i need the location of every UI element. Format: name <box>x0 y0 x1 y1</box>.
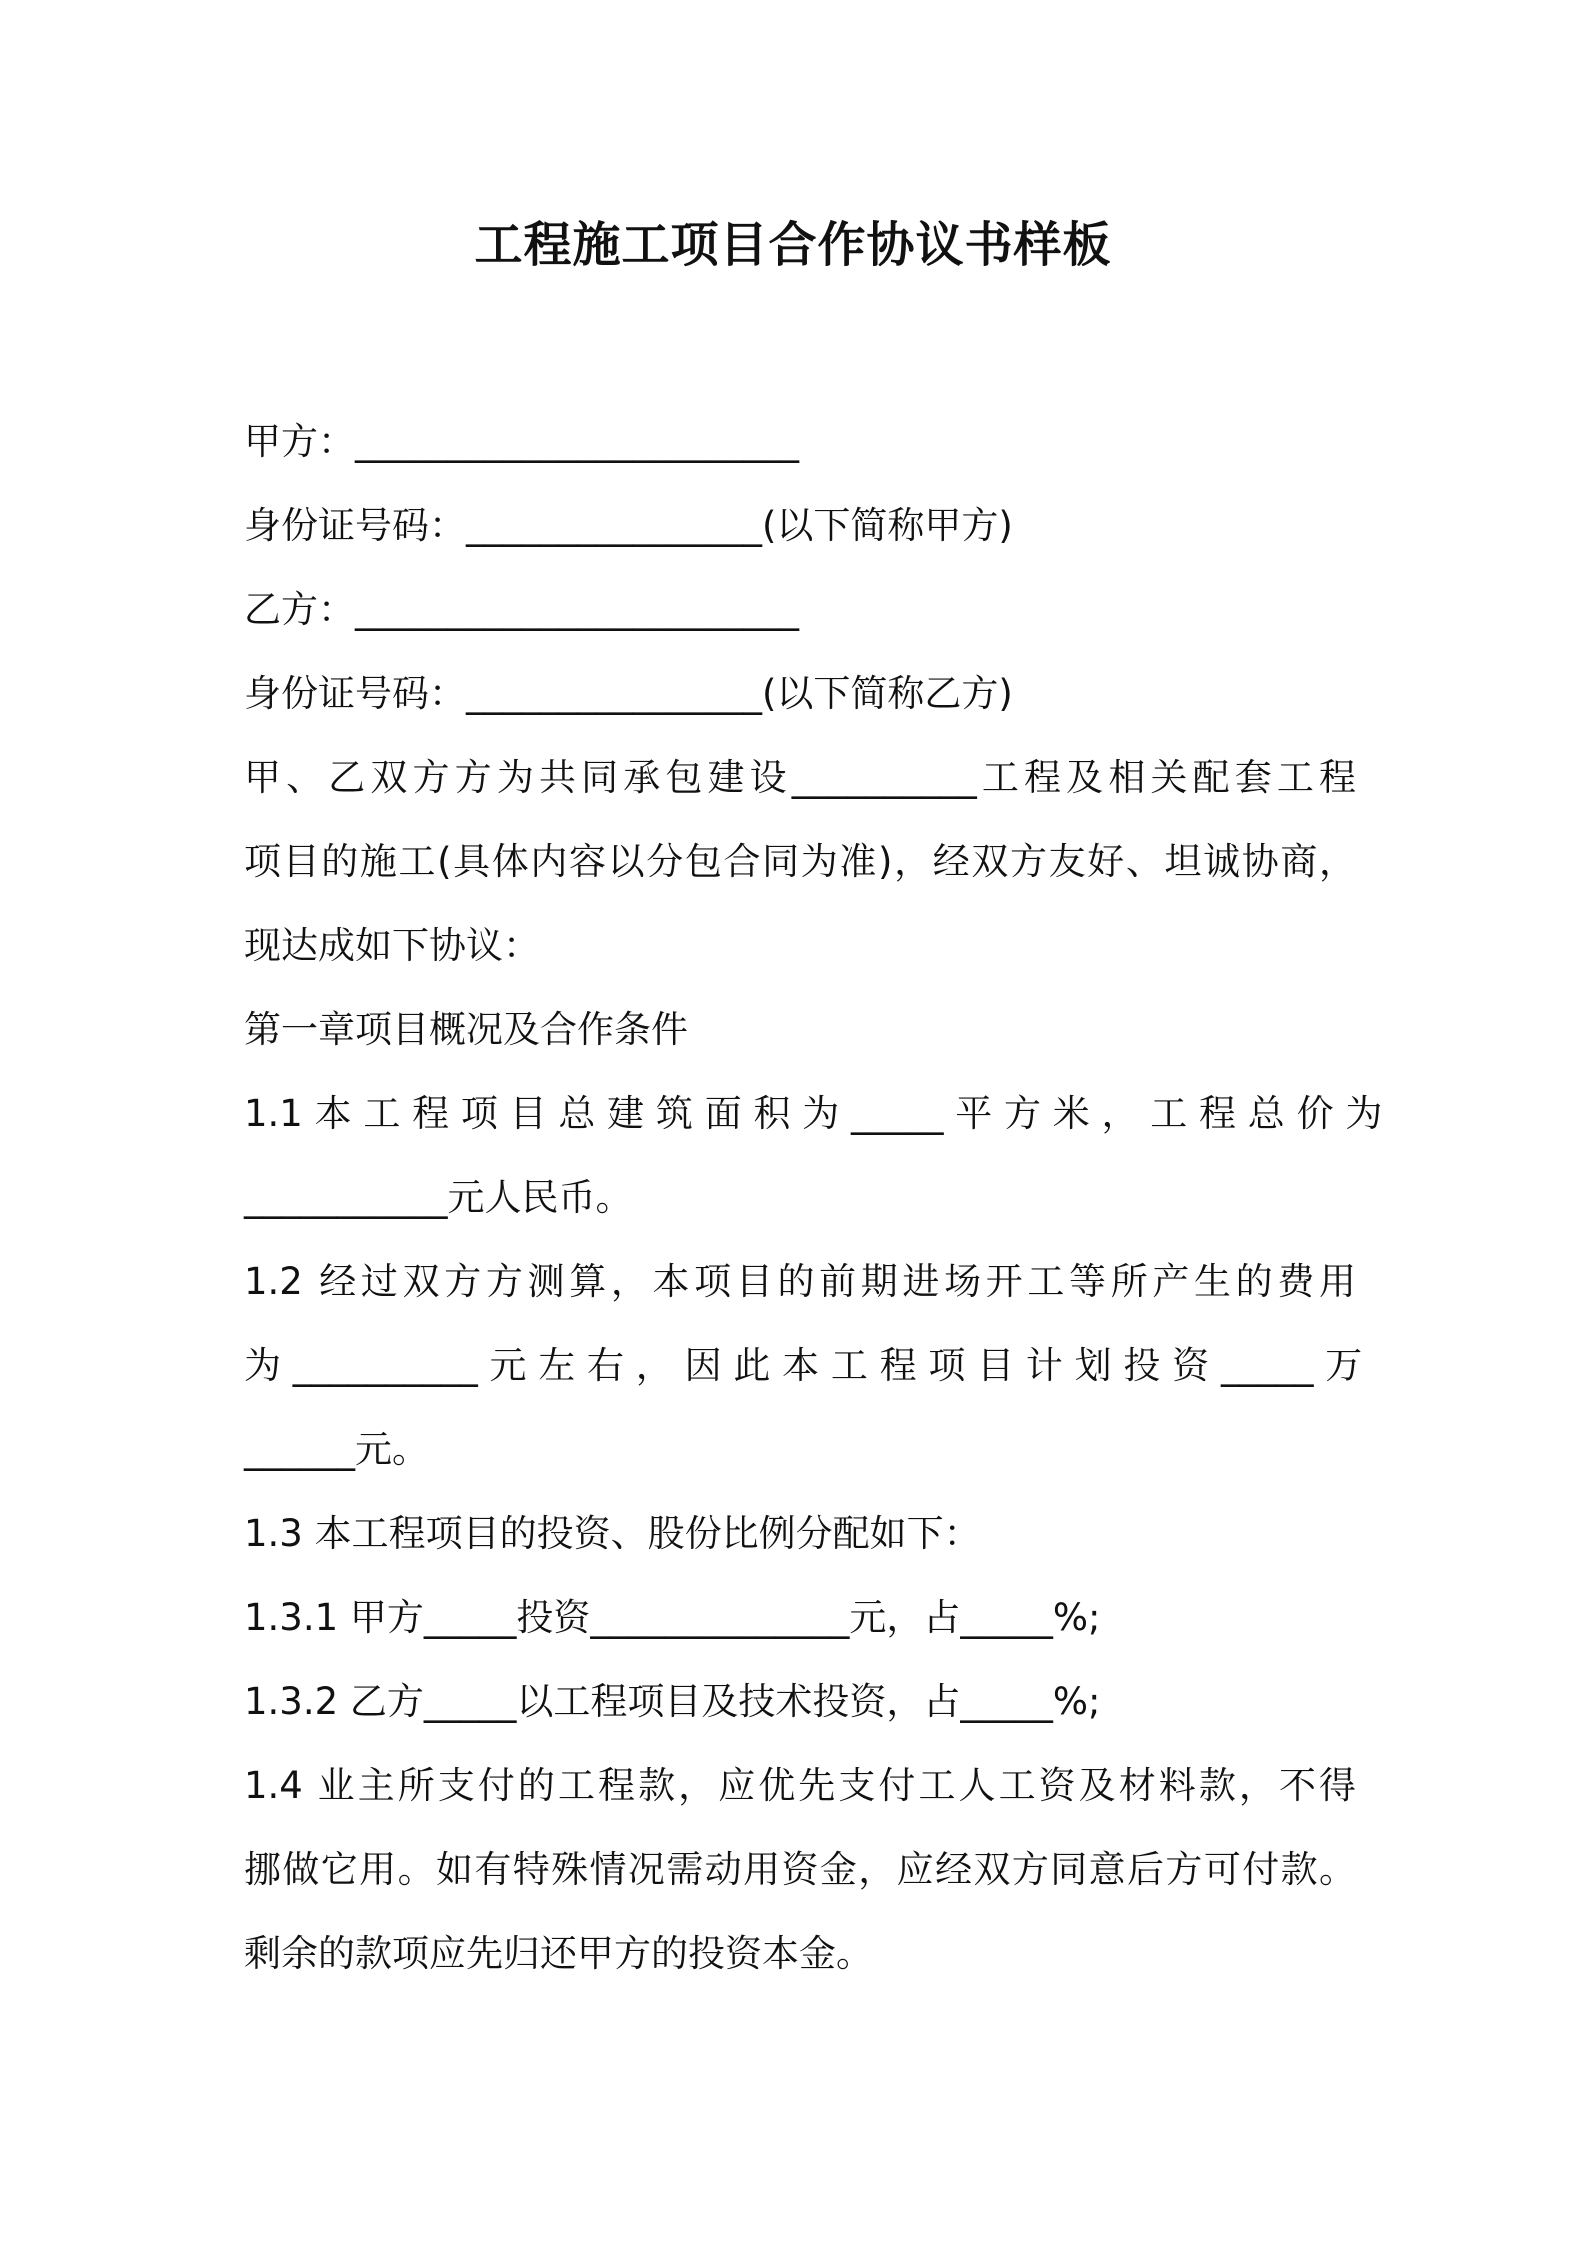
clause-1-3-1: 1.3.1 甲方_____投资______________元，占_____%; <box>244 1596 1101 1639</box>
clause-1-3: 1.3 本工程项目的投资、股份比例分配如下： <box>244 1512 981 1555</box>
intro-line-2: 项目的施工(具体内容以分包合同为准)，经双方友好、坦诚协商， <box>244 840 1356 883</box>
clause-1-1-line-2: ___________元人民币。 <box>244 1176 633 1219</box>
clause-1-4-line-3: 剩余的款项应先归还甲方的投资本金。 <box>244 1932 873 1975</box>
intro-line-1: 甲、乙双方方为共同承包建设__________工程及相关配套工程 <box>244 756 1356 799</box>
clause-1-2-line-1: 1.2 经过双方方测算，本项目的前期进场开工等所产生的费用 <box>244 1260 1356 1303</box>
clause-1-4-line-1: 1.4 业主所支付的工程款，应优先支付工人工资及材料款，不得 <box>244 1764 1356 1807</box>
document-title: 工程施工项目合作协议书样板 <box>474 217 1112 273</box>
party-a-id-line: 身份证号码：________________(以下简称甲方) <box>244 504 1013 547</box>
clause-1-3-2: 1.3.2 乙方_____以工程项目及技术投资，占_____%; <box>244 1680 1101 1723</box>
intro-line-3: 现达成如下协议： <box>244 924 540 967</box>
clause-1-4-line-2: 挪做它用。如有特殊情况需动用资金，应经双方同意后方可付款。 <box>244 1848 1356 1891</box>
clause-1-1-line-1: 1.1 本 工 程 项 目 总 建 筑 面 积 为 _____ 平 方 米 ， 工 程 总 价 为 <box>244 1092 1383 1135</box>
party-a-line: 甲方：________________________ <box>244 420 799 463</box>
chapter-1-heading: 第一章项目概况及合作条件 <box>244 1008 688 1051</box>
clause-1-2-line-3: ______元。 <box>244 1428 429 1471</box>
party-b-id-line: 身份证号码：________________(以下简称乙方) <box>244 672 1013 715</box>
clause-1-2-line-2: 为 __________ 元 左 右 ， 因 此 本 工 程 项 目 计 划 投 资 _____ 万 <box>244 1344 1363 1387</box>
party-b-line: 乙方：________________________ <box>244 588 799 631</box>
